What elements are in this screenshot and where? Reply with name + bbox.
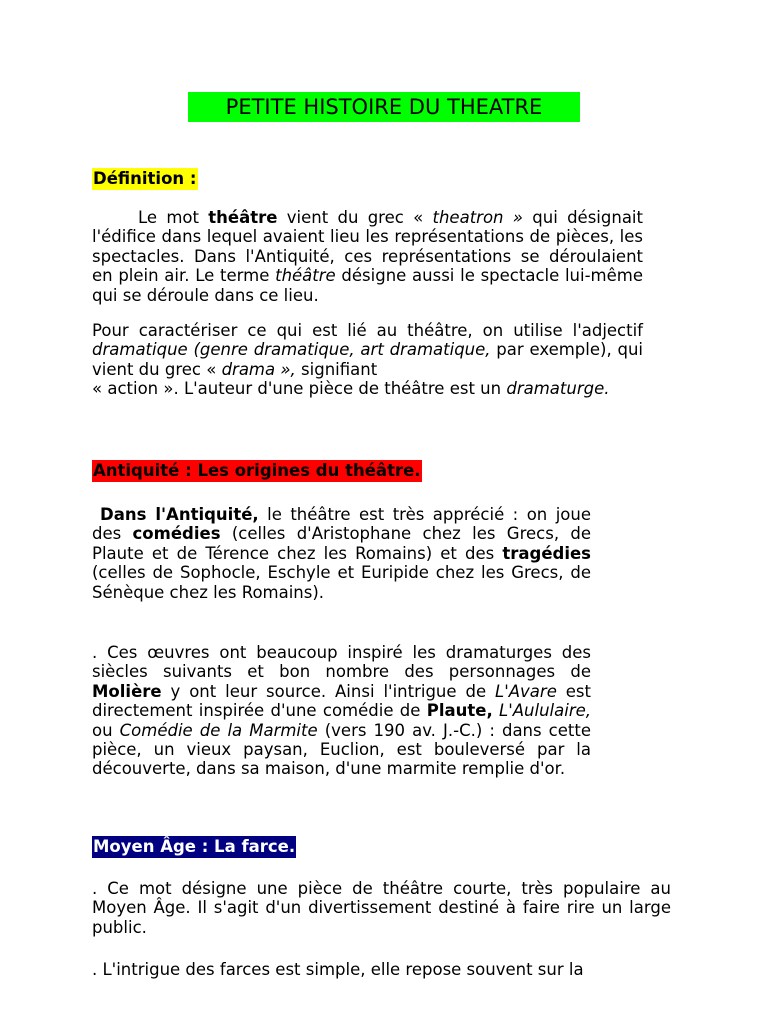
paragraph-antiquite-2: . Ces œuvres ont beaucoup inspiré les dramaturges des siècles suivants et bon nombre des personnages de Molière y ont leur source. Ainsi l'intrigue de L'Avare est directement inspirée d'une comédie de Plaute, L'Aululaire, ou Comédie de la Marmite (vers 190 av. J.-C.) : dans cette pièce, un vieux paysan, Euclion, est bouleversé par la découverte, dans sa maison, d'une marmite remplie d'or. (92, 643, 592, 779)
paragraph-definition-1: Le mot théâtre vient du grec « theatron » qui désignait l'édifice dans lequel avaient lieu les représentations de pièces, les spectacles. Dans l'Antiquité, ces représentations se déroulaient en plein air. Le terme théâtre désigne aussi le spectacle lui-même qui se déroule dans ce lieu. (92, 208, 644, 305)
paragraph-moyen-age-2: . L'intrigue des farces est simple, elle repose souvent sur la (92, 960, 584, 979)
heading-moyen-age: Moyen Âge : La farce. (93, 837, 296, 856)
paragraph-moyen-age-1: . Ce mot désigne une pièce de théâtre courte, très populaire au Moyen Âge. Il s'agit d'un divertissement destiné à faire rire un large public. (92, 879, 671, 937)
page-title: PETITE HISTOIRE DU THEATRE (188, 92, 580, 122)
heading-antiquite: Antiquité : Les origines du théâtre. (93, 461, 421, 480)
paragraph-definition-2: Pour caractériser ce qui est lié au théâtre, on utilise l'adjectif dramatique (genre dramatique, art dramatique, par exemple), qui vient du grec « drama », signifiant « action ». L'auteur d'une pièce de théâtre est un dramaturge. (92, 321, 643, 399)
paragraph-antiquite-1: Dans l'Antiquité, le théâtre est très apprécié : on joue des comédies (celles d'Aristophane chez les Grecs, de Plaute et de Térence chez les Romains) et des tragédies (celles de Sophocle, Eschyle et Euripide chez les Grecs, de Sénèque chez les Romains). (92, 505, 591, 602)
heading-definition: Définition : (93, 169, 197, 188)
